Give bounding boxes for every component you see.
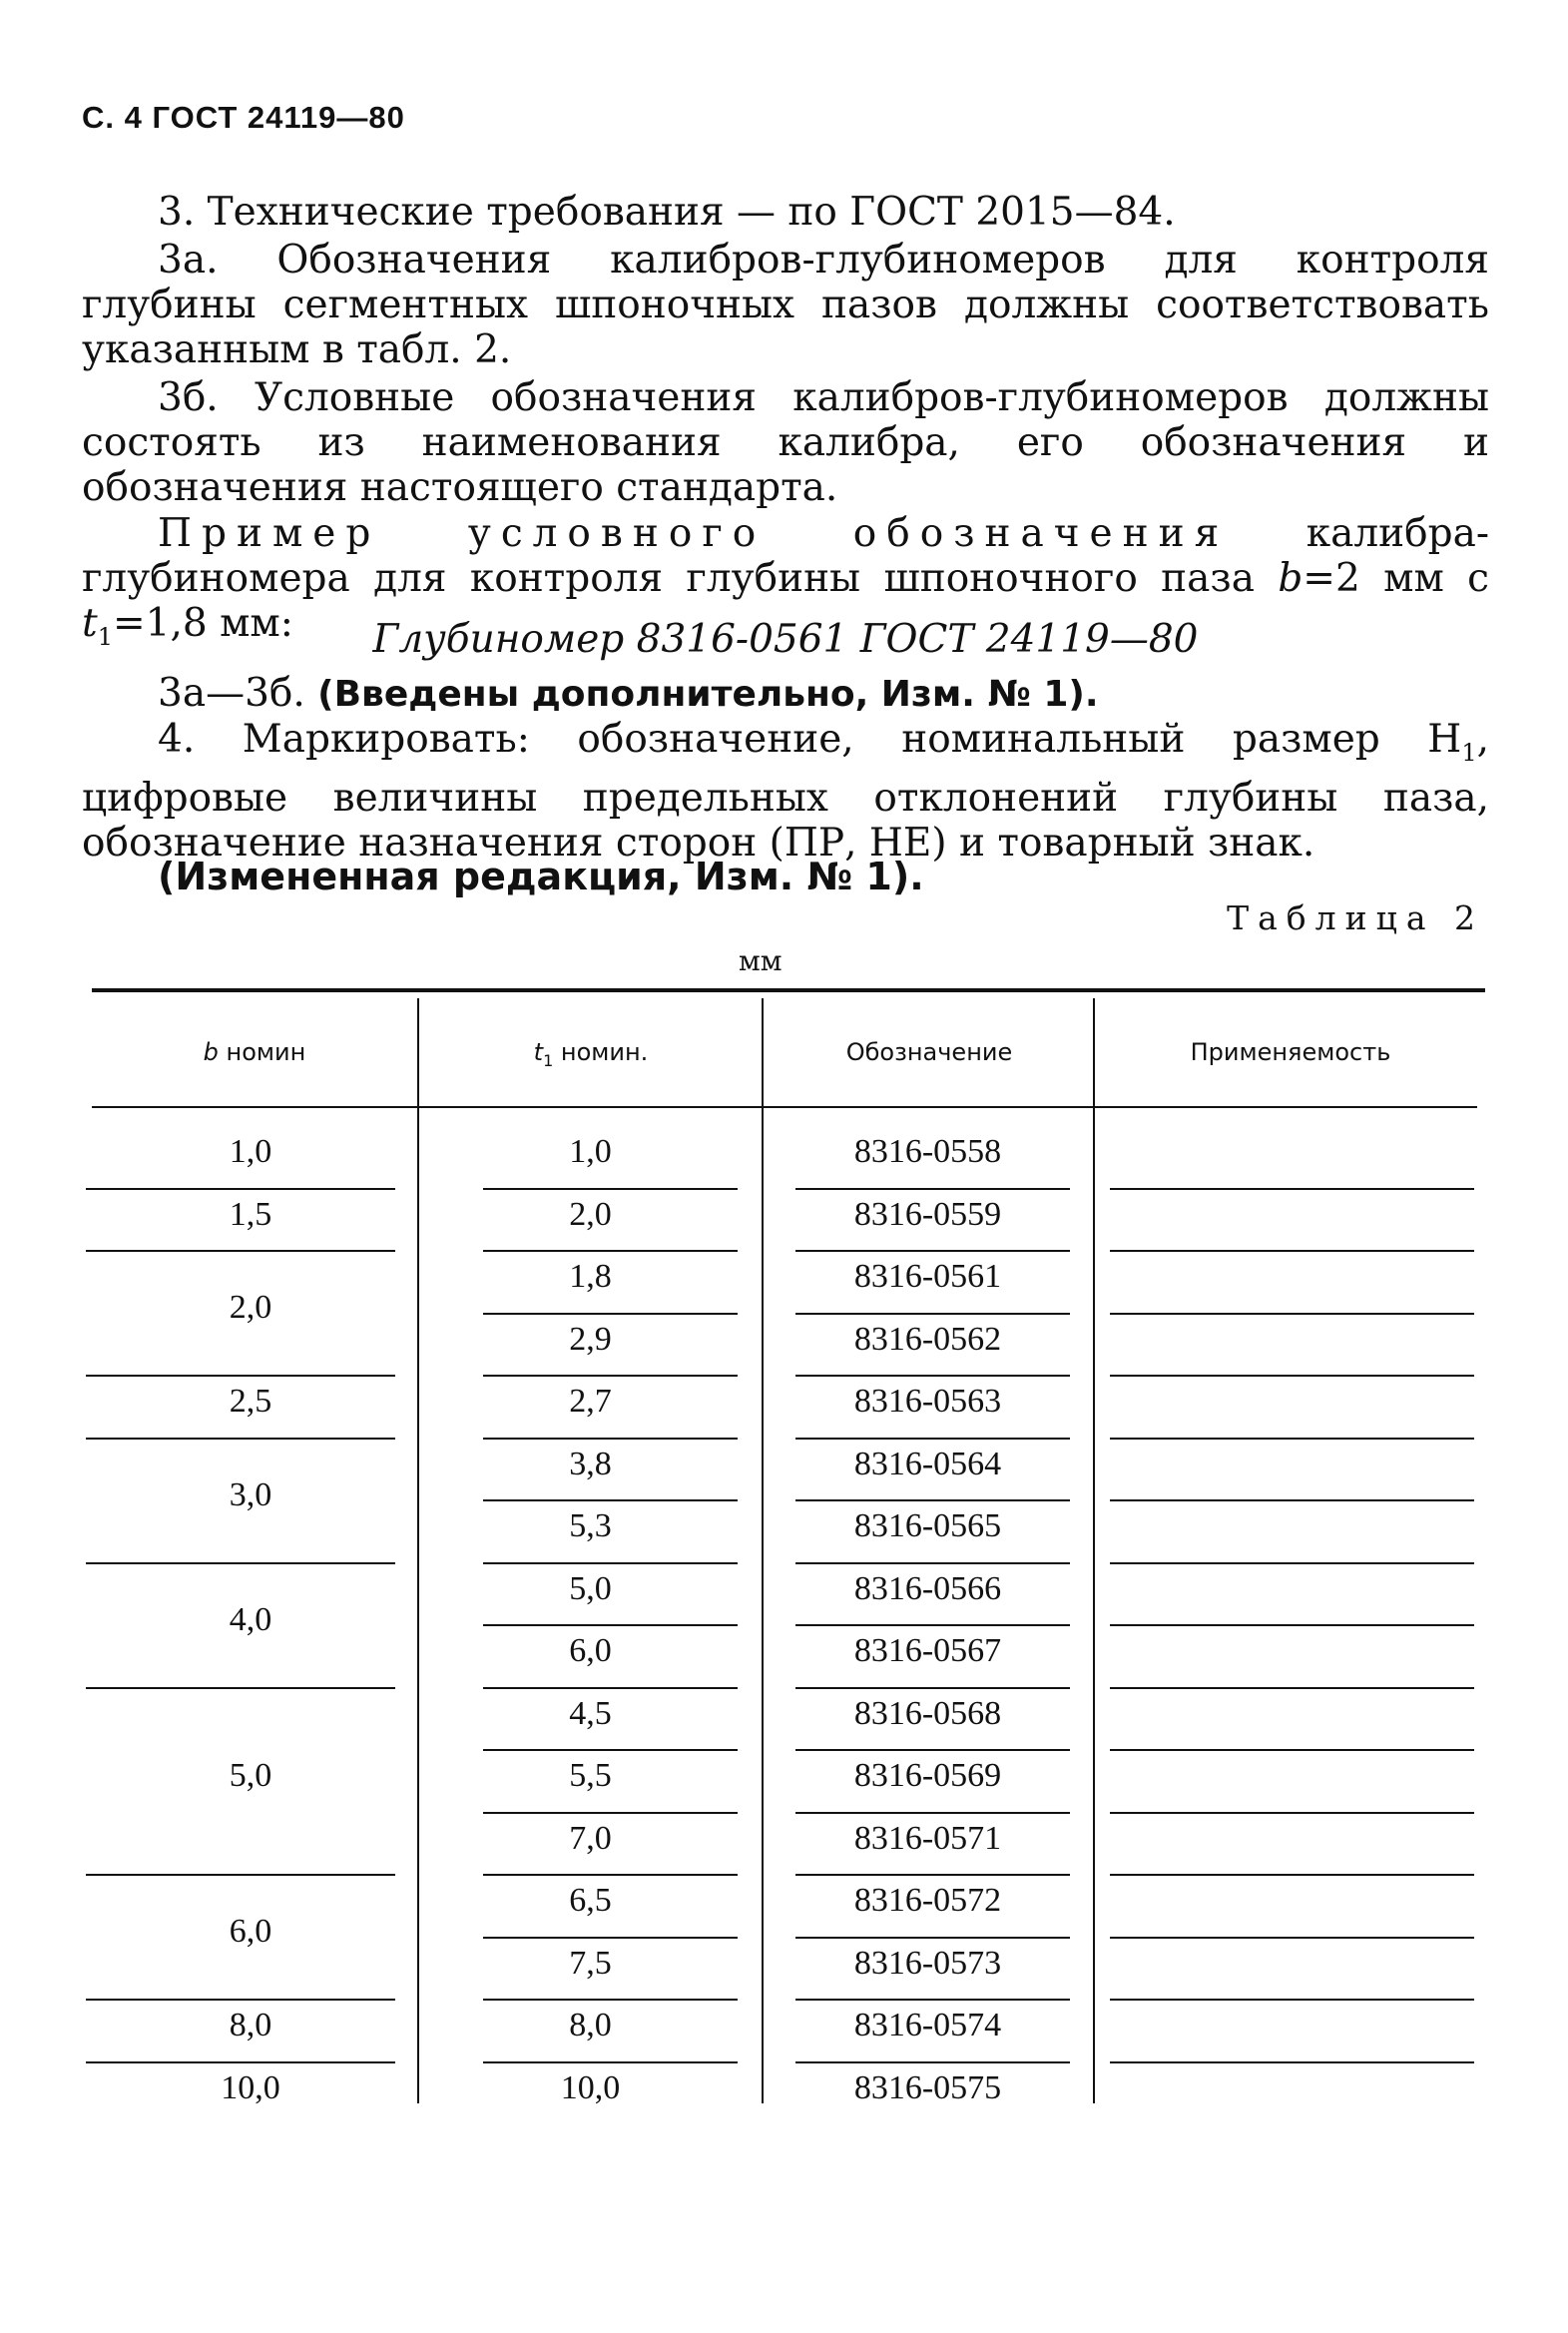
header-applicability: Применяемость [1190, 1038, 1391, 1066]
table-caption: Таблица 2 [1227, 898, 1484, 937]
row-rule-designation [795, 1812, 1070, 1814]
cell-designation: 8316-0559 [853, 1195, 1002, 1233]
cell-t1: 5,0 [569, 1569, 612, 1607]
column-divider [1093, 998, 1095, 2103]
header-t-symbol: t [533, 1038, 544, 1066]
row-rule-t1 [483, 1499, 738, 1501]
p4-rest: , цифровые величины предельных отклонений глубины паза, обозначение назначения сторон (ПР, НЕ) и товарный знак. [82, 717, 1489, 866]
column-divider [762, 998, 764, 2103]
group-rule-b [86, 1375, 395, 1377]
cell-b-nom: 4,0 [229, 1600, 272, 1638]
group-rule-b [86, 1562, 395, 1564]
cell-t1: 5,5 [569, 1757, 612, 1794]
paragraph-4-amendment: (Измененная редакция, Изм. № 1). [158, 855, 924, 898]
cell-b-nom: 1,5 [229, 1195, 272, 1233]
row-rule-designation [795, 1687, 1070, 1689]
row-rule-t1 [483, 1999, 738, 2001]
row-rule-designation [795, 1562, 1070, 1564]
row-rule-applicability [1110, 1499, 1474, 1501]
cell-designation: 8316-0575 [853, 2068, 1002, 2106]
row-rule-designation [795, 1313, 1070, 1315]
cell-t1: 4,5 [569, 1694, 612, 1732]
cell-b-nom: 6,0 [229, 1913, 272, 1951]
cell-t1: 6,5 [569, 1882, 612, 1919]
paragraph-4 [82, 717, 1489, 866]
row-rule-applicability [1110, 1313, 1474, 1315]
row-rule-applicability [1110, 1937, 1474, 1939]
cell-t1: 2,7 [569, 1383, 612, 1420]
group-rule-b [86, 1438, 395, 1440]
cell-designation: 8316-0567 [853, 1632, 1002, 1669]
paragraph-3b: 3б. Условные обозначения калибров-глубиномеров должны состоять из наименования калибра, его обозначения и обозначения настоящего стандарта. [82, 375, 1489, 510]
example-eq2: =1,8 мм: [112, 601, 293, 646]
row-rule-designation [795, 1375, 1070, 1377]
row-rule-applicability [1110, 1250, 1474, 1252]
cell-t1: 2,0 [569, 1195, 612, 1233]
cell-designation: 8316-0573 [853, 1944, 1002, 1982]
row-rule-t1 [483, 1250, 738, 1252]
group-rule-b [86, 1188, 395, 1190]
header-t-sub: 1 [543, 1050, 554, 1070]
row-rule-t1 [483, 1624, 738, 1626]
page-header: С. 4 ГОСТ 24119—80 [82, 100, 405, 135]
row-rule-designation [795, 1438, 1070, 1440]
group-rule-b [86, 1687, 395, 1689]
cell-designation: 8316-0569 [853, 1757, 1002, 1794]
example-text: калибра-глубиномера для контроля глубины шпоночного паза [82, 511, 1489, 601]
column-divider [417, 998, 419, 2103]
cell-b-nom: 2,5 [229, 1383, 272, 1420]
cell-t1: 8,0 [569, 2007, 612, 2043]
cell-t1: 7,0 [569, 1819, 612, 1857]
cell-b-nom: 3,0 [229, 1475, 272, 1513]
paragraph-3a-3b [82, 671, 1489, 717]
table-header-rule [92, 1106, 1477, 1108]
cell-designation: 8316-0568 [853, 1694, 1002, 1732]
row-rule-t1 [483, 1812, 738, 1814]
row-rule-designation [795, 1999, 1070, 2001]
cell-designation: 8316-0558 [853, 1133, 1002, 1170]
example-lead: Пример условного обозначения [158, 511, 1230, 556]
example-eq1: =2 мм с [1303, 556, 1489, 601]
cell-designation: 8316-0564 [853, 1445, 1002, 1482]
table-top-rule [92, 988, 1485, 992]
cell-t1: 1,8 [569, 1258, 612, 1295]
header-b-text: номин [218, 1038, 306, 1066]
cell-designation: 8316-0571 [853, 1819, 1002, 1857]
cell-b-nom: 10,0 [221, 2068, 280, 2106]
cell-t1: 1,0 [569, 1133, 612, 1170]
cell-t1: 5,3 [569, 1507, 612, 1544]
header-b-nom [92, 1038, 417, 1066]
cell-t1: 10,0 [560, 2068, 621, 2106]
row-rule-t1 [483, 1375, 738, 1377]
group-rule-b [86, 2061, 395, 2063]
cell-t1: 2,9 [569, 1320, 612, 1358]
cell-designation: 8316-0566 [853, 1569, 1002, 1607]
row-rule-designation [795, 1937, 1070, 1939]
cell-t1: 3,8 [569, 1445, 612, 1482]
row-rule-t1 [483, 1438, 738, 1440]
row-rule-t1 [483, 2061, 738, 2063]
paragraph-3: 3. Технические требования — по ГОСТ 2015—84. [158, 190, 1176, 235]
example-b: b [1278, 556, 1304, 601]
cell-designation: 8316-0565 [853, 1507, 1002, 1544]
example-designation: Глубиномер 8316-0561 ГОСТ 24119—80 [372, 617, 1199, 662]
p4-sub: 1 [1461, 738, 1477, 767]
row-rule-designation [795, 1250, 1070, 1252]
row-rule-applicability [1110, 1438, 1474, 1440]
cell-designation: 8316-0574 [853, 2007, 1002, 2043]
paragraph-3a: 3а. Обозначения калибров-глубиномеров для контроля глубины сегментных шпоночных пазов должны соответствовать указанным в табл. 2. [82, 238, 1489, 372]
p3a3b-prefix: 3а—3б. [158, 671, 318, 716]
cell-b-nom: 5,0 [229, 1757, 272, 1794]
row-rule-t1 [483, 1937, 738, 1939]
row-rule-applicability [1110, 1874, 1474, 1876]
row-rule-applicability [1110, 1624, 1474, 1626]
cell-designation: 8316-0561 [853, 1258, 1002, 1295]
cell-t1: 7,5 [569, 1944, 612, 1982]
example-t-sub: 1 [97, 622, 113, 651]
row-rule-t1 [483, 1562, 738, 1564]
row-rule-t1 [483, 1687, 738, 1689]
row-rule-applicability [1110, 1188, 1474, 1190]
row-rule-t1 [483, 1188, 738, 1190]
row-rule-designation [795, 1749, 1070, 1751]
table-unit: мм [739, 944, 783, 977]
row-rule-designation [795, 1499, 1070, 1501]
row-rule-designation [795, 2061, 1070, 2063]
cell-designation: 8316-0562 [853, 1320, 1002, 1358]
row-rule-designation [795, 1188, 1070, 1190]
row-rule-t1 [483, 1313, 738, 1315]
header-b-symbol: b [203, 1038, 219, 1066]
row-rule-designation [795, 1874, 1070, 1876]
row-rule-applicability [1110, 2061, 1474, 2063]
row-rule-applicability [1110, 1749, 1474, 1751]
row-rule-applicability [1110, 1812, 1474, 1814]
row-rule-applicability [1110, 1375, 1474, 1377]
row-rule-applicability [1110, 1687, 1474, 1689]
row-rule-applicability [1110, 1999, 1474, 2001]
cell-b-nom: 8,0 [229, 2007, 272, 2043]
group-rule-b [86, 1999, 395, 2001]
example-t: t [82, 601, 98, 646]
row-rule-t1 [483, 1874, 738, 1876]
cell-designation: 8316-0572 [853, 1882, 1002, 1919]
row-rule-t1 [483, 1749, 738, 1751]
header-designation: Обозначение [845, 1038, 1013, 1066]
row-rule-applicability [1110, 1562, 1474, 1564]
group-rule-b [86, 1250, 395, 1252]
cell-designation: 8316-0563 [853, 1383, 1002, 1420]
cell-t1: 6,0 [569, 1632, 612, 1669]
p3a3b-amendment: (Введены дополнительно, Изм. № 1). [317, 674, 1099, 715]
header-t1-nom [419, 1038, 763, 1070]
cell-b-nom: 1,0 [229, 1133, 272, 1170]
row-rule-designation [795, 1624, 1070, 1626]
group-rule-b [86, 1874, 395, 1876]
header-t-text: номин. [553, 1038, 649, 1066]
p4-text: 4. Маркировать: обозначение, номинальный размер Н [158, 717, 1462, 762]
cell-b-nom: 2,0 [229, 1289, 272, 1327]
